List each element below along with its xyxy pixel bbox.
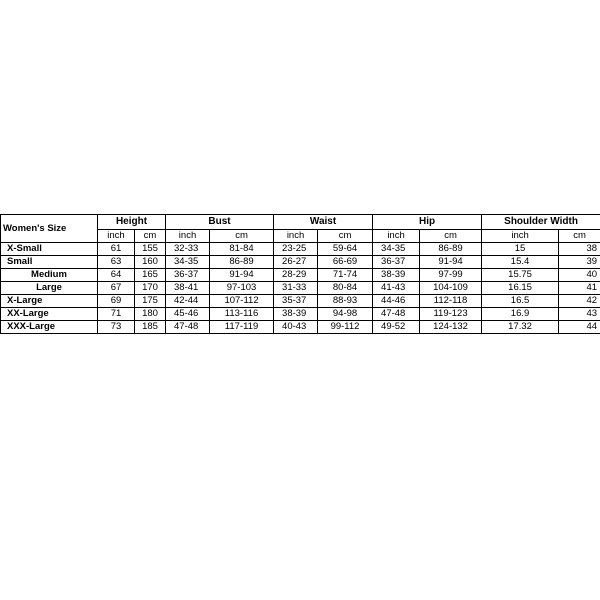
table-cell: 15 <box>482 243 559 256</box>
table-cell: 47-48 <box>166 321 210 334</box>
table-cell: 73 <box>98 321 135 334</box>
table-cell: 31-33 <box>274 282 318 295</box>
table-cell: 69 <box>98 295 135 308</box>
table-cell: 99-112 <box>318 321 373 334</box>
size-label: XX-Large <box>1 308 98 321</box>
group-bust: Bust <box>166 215 274 230</box>
table-cell: 23-25 <box>274 243 318 256</box>
group-header-row <box>1 215 600 230</box>
table-cell: 104-109 <box>420 282 482 295</box>
size-label: X-Large <box>1 295 98 308</box>
size-label: X-Small <box>1 243 98 256</box>
table-cell: 41 <box>559 282 600 295</box>
table-cell: 175 <box>135 295 166 308</box>
table-cell: 16.15 <box>482 282 559 295</box>
table-cell: 97-99 <box>420 269 482 282</box>
table-cell: 26-27 <box>274 256 318 269</box>
table-cell: 97-103 <box>210 282 274 295</box>
table-cell: 36-37 <box>166 269 210 282</box>
table-row <box>1 321 600 334</box>
table-cell: 112-118 <box>420 295 482 308</box>
table-cell: 94-98 <box>318 308 373 321</box>
table-cell: 91-94 <box>420 256 482 269</box>
table-cell: 180 <box>135 308 166 321</box>
table-row <box>1 282 600 295</box>
size-rows <box>1 243 600 334</box>
size-label: Small <box>1 256 98 269</box>
table-cell: 88-93 <box>318 295 373 308</box>
table-cell: 165 <box>135 269 166 282</box>
table-cell: 28-29 <box>274 269 318 282</box>
table-cell: 42 <box>559 295 600 308</box>
table-cell: 81-84 <box>210 243 274 256</box>
unit-header: inch <box>166 230 210 243</box>
table-cell: 32-33 <box>166 243 210 256</box>
table-cell: 86-89 <box>210 256 274 269</box>
table-cell: 34-35 <box>373 243 420 256</box>
table-cell: 80-84 <box>318 282 373 295</box>
table-cell: 38 <box>559 243 600 256</box>
table-cell: 35-37 <box>274 295 318 308</box>
table-cell: 71-74 <box>318 269 373 282</box>
table-cell: 66-69 <box>318 256 373 269</box>
table-cell: 16.9 <box>482 308 559 321</box>
table-cell: 15.4 <box>482 256 559 269</box>
table-cell: 40-43 <box>274 321 318 334</box>
table-cell: 59-64 <box>318 243 373 256</box>
group-shoulder-width: Shoulder Width <box>482 215 600 230</box>
unit-header: inch <box>373 230 420 243</box>
group-height: Height <box>98 215 166 230</box>
size-label: Medium <box>1 269 98 282</box>
table-cell: 43 <box>559 308 600 321</box>
table-cell: 44 <box>559 321 600 334</box>
table-cell: 38-39 <box>274 308 318 321</box>
table-row <box>1 269 600 282</box>
table-cell: 124-132 <box>420 321 482 334</box>
table-cell: 63 <box>98 256 135 269</box>
table-row <box>1 295 600 308</box>
corner-label: Women's Size <box>1 215 98 243</box>
table-cell: 119-123 <box>420 308 482 321</box>
table-cell: 17.32 <box>482 321 559 334</box>
unit-header: inch <box>274 230 318 243</box>
table-cell: 15.75 <box>482 269 559 282</box>
table-cell: 67 <box>98 282 135 295</box>
table-row <box>1 308 600 321</box>
unit-header: cm <box>559 230 600 243</box>
unit-header: cm <box>210 230 274 243</box>
table-cell: 34-35 <box>166 256 210 269</box>
unit-header: cm <box>135 230 166 243</box>
table-cell: 91-94 <box>210 269 274 282</box>
table-row <box>1 256 600 269</box>
group-waist: Waist <box>274 215 373 230</box>
table-cell: 49-52 <box>373 321 420 334</box>
size-table <box>0 214 600 334</box>
table-cell: 40 <box>559 269 600 282</box>
table-cell: 41-43 <box>373 282 420 295</box>
table-row <box>1 243 600 256</box>
table-cell: 44-46 <box>373 295 420 308</box>
table-cell: 71 <box>98 308 135 321</box>
table-cell: 64 <box>98 269 135 282</box>
table-cell: 117-119 <box>210 321 274 334</box>
table-cell: 45-46 <box>166 308 210 321</box>
table-cell: 86-89 <box>420 243 482 256</box>
unit-header: cm <box>420 230 482 243</box>
size-label: XXX-Large <box>1 321 98 334</box>
unit-header: inch <box>482 230 559 243</box>
table-cell: 42-44 <box>166 295 210 308</box>
table-cell: 170 <box>135 282 166 295</box>
group-hip: Hip <box>373 215 482 230</box>
size-label: Large <box>1 282 98 295</box>
table-cell: 39 <box>559 256 600 269</box>
table-cell: 61 <box>98 243 135 256</box>
table-cell: 155 <box>135 243 166 256</box>
table-cell: 38-41 <box>166 282 210 295</box>
table-cell: 38-39 <box>373 269 420 282</box>
table-cell: 113-116 <box>210 308 274 321</box>
table-cell: 185 <box>135 321 166 334</box>
table-cell: 47-48 <box>373 308 420 321</box>
table-cell: 36-37 <box>373 256 420 269</box>
unit-header: inch <box>98 230 135 243</box>
table-cell: 16.5 <box>482 295 559 308</box>
table-cell: 160 <box>135 256 166 269</box>
size-chart <box>0 214 600 334</box>
unit-header: cm <box>318 230 373 243</box>
table-cell: 107-112 <box>210 295 274 308</box>
